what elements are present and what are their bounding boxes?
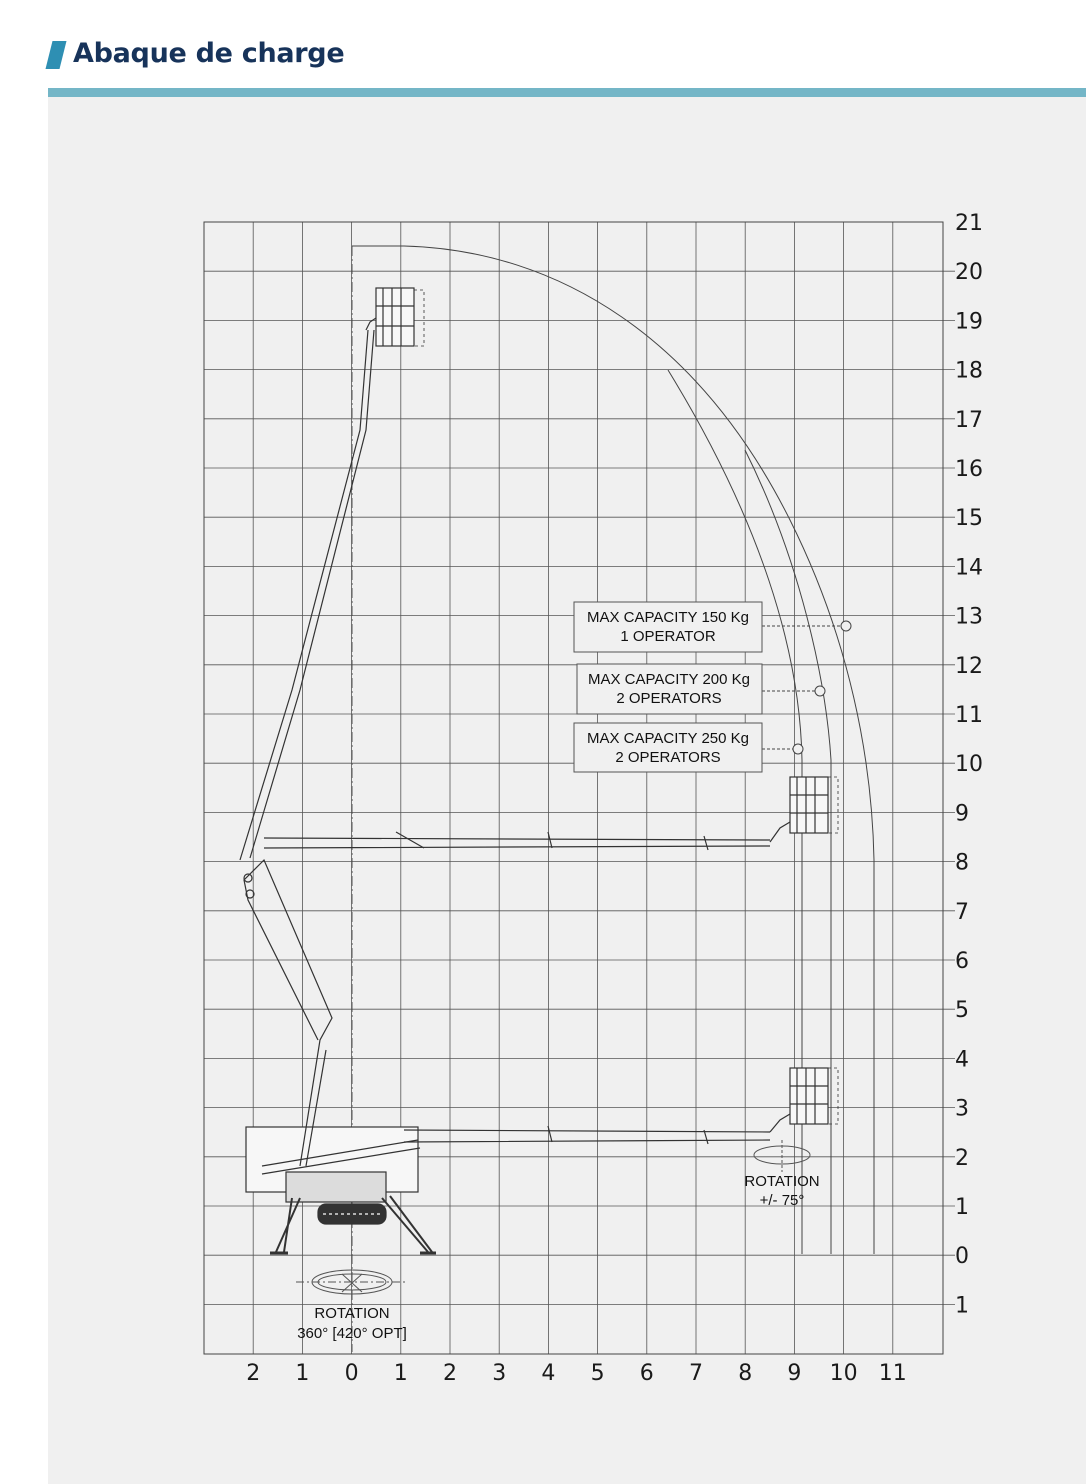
y-tick-label: 12 <box>955 653 983 679</box>
x-tick-label: 1 <box>393 1361 408 1386</box>
y-tick-label: 13 <box>955 604 983 630</box>
rotation-turret-line1: ROTATION <box>314 1305 390 1322</box>
rotation-turret-symbol <box>296 1270 408 1294</box>
capacity-150-line2: 1 OPERATOR <box>620 628 716 645</box>
x-tick-label: 7 <box>689 1361 703 1386</box>
basket-top <box>366 288 424 346</box>
capacity-box-150 <box>574 602 762 652</box>
y-tick-label: 11 <box>955 703 983 728</box>
capacity-markers <box>762 621 851 754</box>
y-tick-label: 15 <box>955 506 983 532</box>
y-tick-label: 6 <box>955 949 969 974</box>
basket-mid <box>770 777 838 842</box>
x-tick-label: 10 <box>829 1361 858 1386</box>
y-tick-label: 18 <box>955 358 983 384</box>
y-tick-label: 3 <box>955 1096 969 1122</box>
y-tick-label: 1 <box>955 1195 969 1220</box>
x-tick-label: 6 <box>639 1361 654 1386</box>
rotation-basket-line2: +/- 75° <box>759 1192 805 1209</box>
x-tick-label: 2 <box>246 1361 261 1386</box>
capacity-250-line1: MAX CAPACITY 250 Kg <box>586 730 750 747</box>
boom-horizontal <box>264 777 838 850</box>
y-tick-label: 5 <box>955 998 969 1024</box>
y-tick-label: 20 <box>955 260 983 286</box>
rotation-turret-line2: 360° [420° OPT] <box>297 1325 407 1342</box>
rotation-basket-line1: ROTATION <box>744 1173 820 1190</box>
page-title: Abaque de charge <box>73 38 345 69</box>
x-tick-label: 4 <box>541 1361 556 1386</box>
y-tick-label: 17 <box>955 407 983 433</box>
capacity-200-line2: 2 OPERATORS <box>616 690 722 707</box>
x-axis-labels <box>246 1361 907 1386</box>
x-tick-label: 0 <box>344 1361 359 1386</box>
y-tick-label: 16 <box>955 457 983 482</box>
x-tick-label: 9 <box>787 1361 802 1386</box>
y-tick-label: 4 <box>955 1047 969 1073</box>
marker-250kg <box>793 744 803 754</box>
x-tick-label: 11 <box>878 1361 907 1386</box>
y-tick-label: 14 <box>955 555 983 581</box>
x-tick-label: 3 <box>492 1361 507 1386</box>
boom-articulated <box>240 288 424 1166</box>
y-tick-label: 19 <box>955 309 983 335</box>
marker-150kg <box>841 621 851 631</box>
y-tick-label: 9 <box>955 801 969 827</box>
capacity-box-200 <box>577 664 762 714</box>
y-tick-label: 10 <box>955 752 983 778</box>
marker-200kg <box>815 686 825 696</box>
x-tick-label: 8 <box>738 1361 753 1386</box>
basket-low <box>770 1068 838 1132</box>
x-tick-label: 1 <box>295 1361 310 1386</box>
capacity-box-250 <box>574 723 762 772</box>
y-tick-label: 21 <box>955 211 983 236</box>
y-tick-label: 7 <box>955 899 969 925</box>
y-axis-labels <box>955 211 983 1318</box>
x-tick-label: 2 <box>443 1361 457 1386</box>
y-tick-label: 0 <box>955 1244 969 1270</box>
y-tick-label: 8 <box>955 850 969 876</box>
y-tick-label: 2 <box>955 1145 969 1171</box>
capacity-250-line2: 2 OPERATORS <box>615 749 721 766</box>
y-tick-label: 1 <box>955 1293 969 1319</box>
tracked-base <box>246 1127 436 1253</box>
capacity-150-line1: MAX CAPACITY 150 Kg <box>586 609 750 626</box>
capacity-200-line1: MAX CAPACITY 200 Kg <box>587 671 751 688</box>
envelope-200kg <box>745 450 831 1254</box>
x-tick-label: 5 <box>590 1361 605 1386</box>
